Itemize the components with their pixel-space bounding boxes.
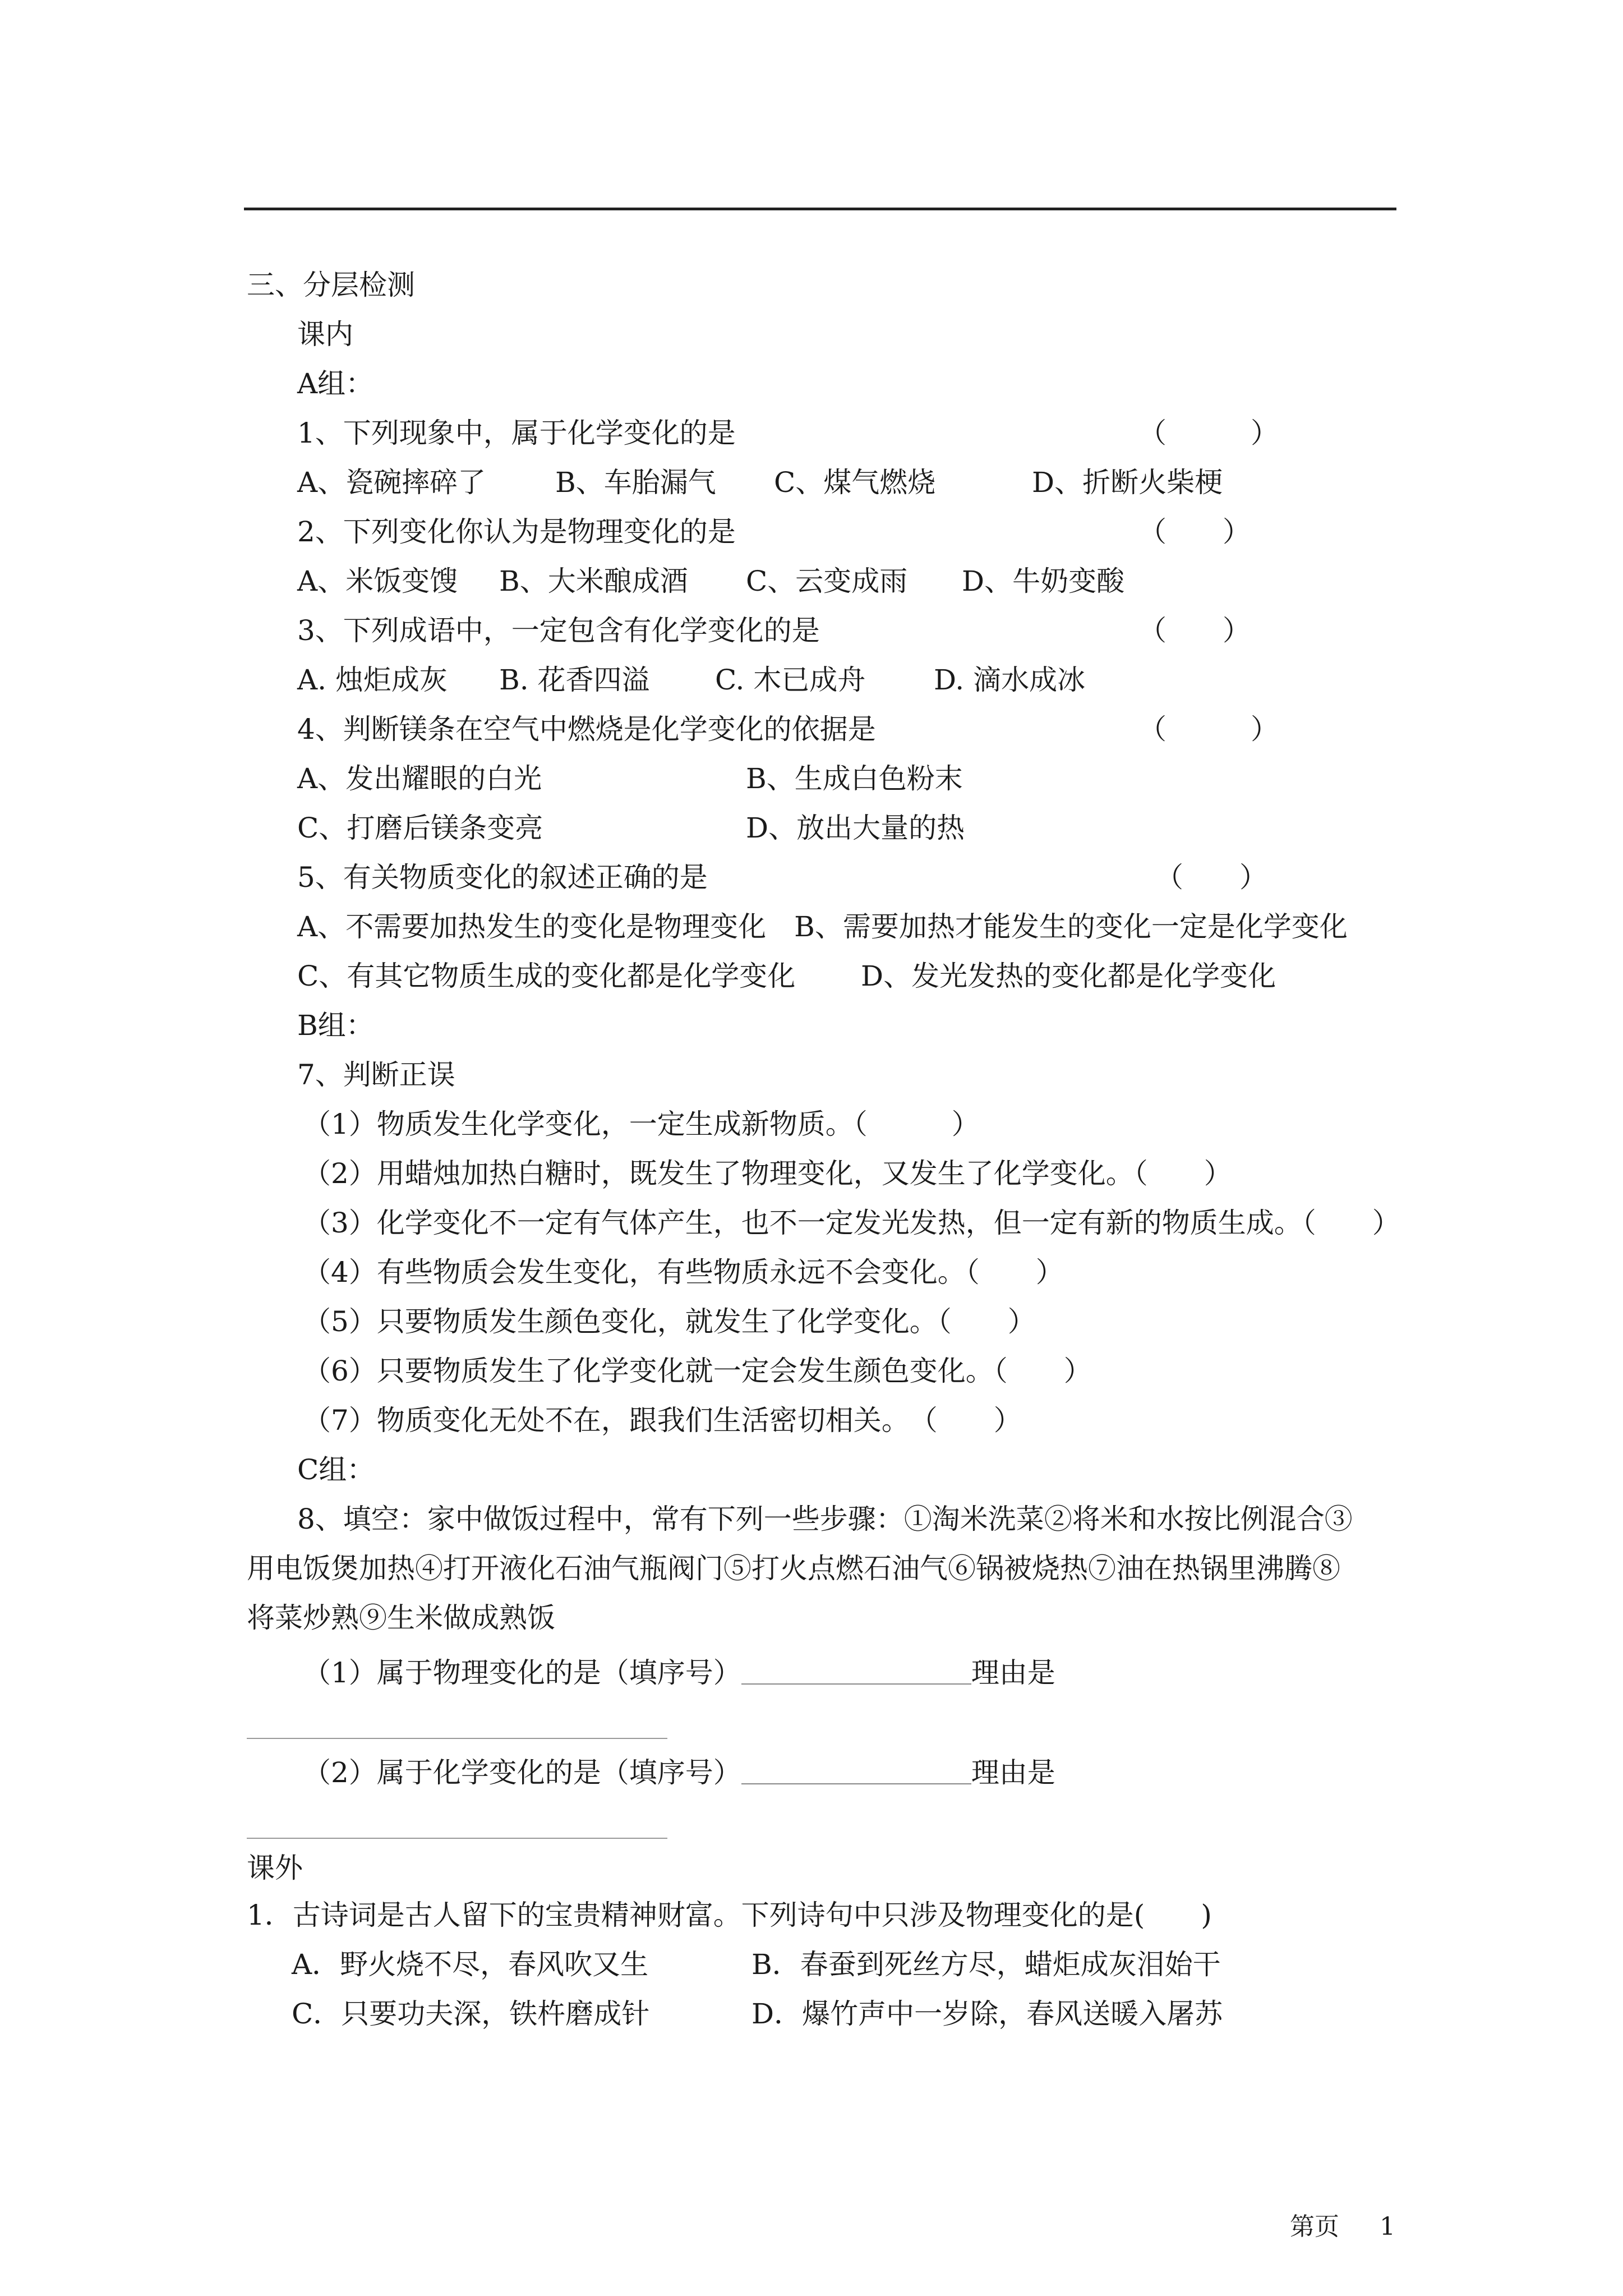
- q1-option-c: C、煤气燃烧: [774, 466, 936, 499]
- q8-text-line1: 8、填空：家中做饭过程中，常有下列一些步骤：①淘米洗菜②将米和水按比例混合③: [297, 1503, 1353, 1535]
- q8-part1-answer-blank[interactable]: [741, 1659, 971, 1685]
- q7-item: （1）物质发生化学变化，一定生成新物质。（ ）: [303, 1108, 980, 1140]
- q8-part2-reason-line[interactable]: [247, 1838, 667, 1839]
- q8-part2: [303, 1756, 1055, 1789]
- header-rule: [244, 208, 1396, 210]
- after-class-label: 课外: [247, 1852, 303, 1884]
- q7-title: 7、判断正误: [297, 1059, 455, 1091]
- q3-option-a: A. 烛炬成灰: [297, 664, 448, 696]
- in-class-label: 课内: [297, 318, 353, 351]
- q3-option-c: C. 木已成舟: [715, 664, 866, 696]
- q2-option-c: C、云变成雨: [746, 565, 908, 597]
- q3-answer-bracket: （ ）: [1138, 614, 1251, 647]
- q8-part1-reason-label: 理由是: [971, 1657, 1055, 1689]
- q4-option-b: B、生成白色粉末: [746, 762, 963, 795]
- group-b-label: B组：: [297, 1009, 374, 1042]
- ex1-option-c: C．只要功夫深，铁杵磨成针: [292, 1998, 650, 2030]
- section-heading: 三、分层检测: [247, 269, 415, 301]
- q5-option-c: C、有其它物质生成的变化都是化学变化: [297, 960, 796, 992]
- q8-part1-label: （1）属于物理变化的是（填序号）: [303, 1657, 741, 1689]
- q7-item: （6）只要物质发生了化学变化就一定会发生颜色变化。（ ）: [303, 1355, 1092, 1387]
- q1-option-d: D、折断火柴梗: [1032, 466, 1223, 499]
- q7-item: （2）用蜡烛加热白糖时，既发生了物理变化，又发生了化学变化。（ ）: [303, 1157, 1232, 1190]
- q5-option-d: D、发光发热的变化都是化学变化: [861, 960, 1276, 992]
- q4-stem: 4、判断镁条在空气中燃烧是化学变化的依据是: [297, 713, 876, 746]
- q8-part1: [303, 1656, 1055, 1690]
- q2-answer-bracket: （ ）: [1138, 516, 1251, 548]
- group-a-label: A组：: [297, 367, 374, 400]
- footer-page-number: 1: [1380, 2212, 1395, 2241]
- footer-page-label: 第页: [1290, 2212, 1339, 2241]
- q7-item: （7）物质变化无处不在，跟我们生活密切相关。 （ ）: [303, 1404, 1022, 1437]
- q1-stem: 1、下列现象中，属于化学变化的是: [297, 417, 736, 449]
- q5-answer-bracket: （ ）: [1155, 861, 1267, 894]
- q8-part2-answer-blank[interactable]: [741, 1759, 971, 1784]
- q5-options-ab: A、不需要加热发生的变化是物理变化 B、需要加热才能发生的变化一定是化学变化: [297, 910, 1348, 943]
- q8-text-line3: 将菜炒熟⑨生米做成熟饭: [247, 1602, 555, 1634]
- q5-stem: 5、有关物质变化的叙述正确的是: [297, 861, 708, 894]
- q4-answer-bracket: （ ）: [1138, 713, 1279, 746]
- ex1-option-d: D．爆竹声中一岁除，春风送暖入屠苏: [751, 1998, 1223, 2030]
- q2-option-a: A、米饭变馊: [297, 565, 458, 597]
- q2-option-d: D、牛奶变酸: [962, 565, 1125, 597]
- q1-option-b: B、车胎漏气: [555, 466, 716, 499]
- q3-stem: 3、下列成语中，一定包含有化学变化的是: [297, 614, 820, 647]
- q2-option-b: B、大米酿成酒: [499, 565, 688, 597]
- q4-option-d: D、放出大量的热: [746, 812, 965, 844]
- ex1-option-b: B．春蚕到死丝方尽，蜡炬成灰泪始干: [751, 1948, 1221, 1981]
- q3-option-b: B. 花香四溢: [499, 664, 650, 696]
- ex1-option-a: A．野火烧不尽，春风吹又生: [292, 1948, 649, 1981]
- q8-part2-reason-label: 理由是: [971, 1756, 1055, 1789]
- q3-option-d: D. 滴水成冰: [934, 664, 1086, 696]
- q4-option-c: C、打磨后镁条变亮: [297, 812, 543, 844]
- group-c-label: C组：: [297, 1453, 375, 1486]
- q1-answer-bracket: （ ）: [1138, 417, 1279, 449]
- q8-part2-label: （2）属于化学变化的是（填序号）: [303, 1756, 741, 1789]
- q8-text-line2: 用电饭煲加热④打开液化石油气瓶阀门⑤打火点燃石油气⑥锅被烧热⑦油在热锅里沸腾⑧: [247, 1552, 1340, 1585]
- q7-item: （5）只要物质发生颜色变化，就发生了化学变化。（ ）: [303, 1305, 1036, 1338]
- q7-item: （3）化学变化不一定有气体产生，也不一定发光发热，但一定有新的物质生成。（ ）: [303, 1207, 1400, 1239]
- q4-option-a: A、发出耀眼的白光: [297, 762, 542, 795]
- q7-item: （4）有些物质会发生变化，有些物质永远不会变化。（ ）: [303, 1256, 1064, 1289]
- q8-part1-reason-line[interactable]: [247, 1738, 667, 1739]
- ex1-stem: 1．古诗词是古人留下的宝贵精神财富。下列诗句中只涉及物理变化的是( ): [247, 1899, 1212, 1931]
- q2-stem: 2、下列变化你认为是物理变化的是: [297, 516, 736, 548]
- q1-option-a: A、瓷碗摔碎了: [297, 466, 486, 499]
